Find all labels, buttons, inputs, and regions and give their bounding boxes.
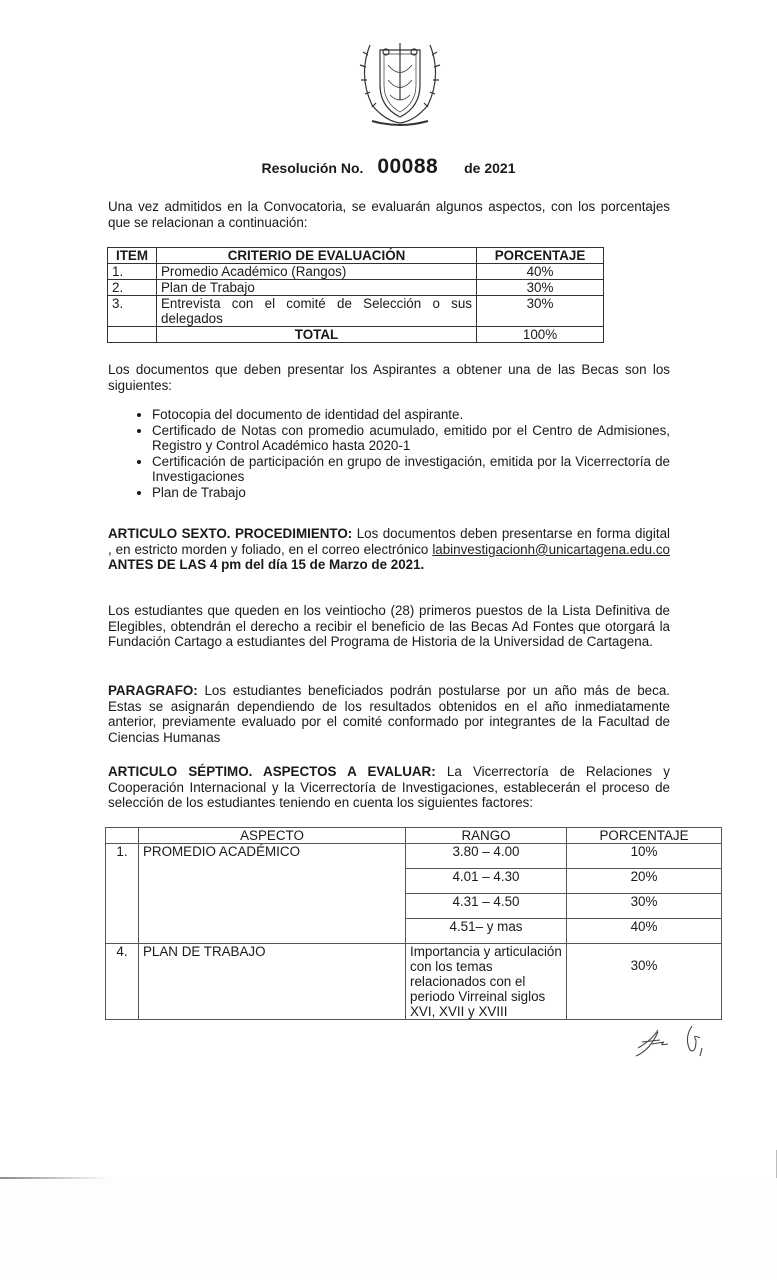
beneficiaries-paragraph: Los estudiantes que queden en los veintiocho (28) primeros puestos de la Lista Definitiva de Elegibles, obtendrán el derecho a recibir el beneficio de las Becas Ad Fontes que otorgará la Fundación Cartago a estudiantes del Programa de Historia de la Universidad de Cartagena. [108, 603, 670, 650]
header-rango: RANGO [406, 828, 567, 844]
list-item: • Certificado de Notas con promedio acumulado, emitido por el Centro de Admisiones, Registro y Control Académico hasta 2020-1 [152, 423, 670, 454]
total-label: TOTAL [157, 327, 477, 343]
header-criterio: CRITERIO DE EVALUACIÓN [157, 248, 477, 264]
documents-intro: Los documentos que deben presentar los Aspirantes a obtener una de las Becas son los siguientes: [108, 362, 670, 393]
header-blank [106, 828, 139, 844]
articulo-septimo-text: La Vicerrectoría de Relaciones y Cooperación Internacional y la Vicerrectoría de Investigaciones, establecerán el proceso de selección de los estudiantes teniendo en cuenta los siguientes factores: [108, 764, 670, 811]
row-aspecto: PLAN DE TRABAJO [139, 944, 406, 1020]
row-rango: 4.31 – 4.50 [406, 894, 567, 919]
row-porcentaje: 40% [477, 264, 604, 280]
header-porcentaje: PORCENTAJE [567, 828, 722, 844]
row-porcentaje: 20% [567, 869, 722, 894]
articulo-septimo-heading: ARTICULO SÉPTIMO. ASPECTOS A EVALUAR: [108, 764, 436, 780]
deadline-text: ANTES DE LAS 4 pm del día 15 de Marzo de 2021. [108, 557, 425, 573]
articulo-sexto [108, 526, 670, 573]
articulo-sexto-heading: ARTICULO SEXTO. PROCEDIMIENTO: [108, 526, 353, 542]
row-item: 2. [108, 280, 157, 296]
row-criterio: Promedio Académico (Rangos) [157, 264, 477, 280]
handwritten-initials-icon [630, 1020, 715, 1060]
row-criterio: Plan de Trabajo [157, 280, 477, 296]
row-item: 1. [108, 264, 157, 280]
aspects-table [105, 827, 722, 1020]
paragrafo-text: Los estudiantes beneficiados podrán postularse por un año más de beca. Estas se asignarán dependiendo de los resultados obtenidos en el año inmediatamente anterior, previamente evaluado por el comité conformado por integrantes de la Facultad de Ciencias Humanas [108, 683, 670, 745]
articulo-sexto-text: Los documentos deben presentarse en forma digital , en estricto morden y foliado, en el correo electrónico [108, 526, 670, 557]
page-edge [0, 1177, 110, 1179]
row-porcentaje: 30% [477, 280, 604, 296]
row-aspecto: PROMEDIO ACADÉMICO [139, 844, 406, 944]
paragrafo-heading: PARAGRAFO: [108, 683, 198, 699]
header-porcentaje: PORCENTAJE [477, 248, 604, 264]
resolution-label: Resolución No. [261, 160, 364, 176]
list-item: • Certificación de participación en grupo de investigación, emitida por la Vicerrectoría de Investigaciones [152, 454, 670, 485]
table-row [108, 264, 604, 280]
row-porcentaje: 30% [567, 944, 722, 1020]
university-crest-icon [350, 25, 450, 135]
paragrafo [108, 683, 670, 745]
row-item: 3. [108, 296, 157, 327]
resolution-number: 00088 [377, 155, 439, 178]
row-rango: Importancia y articulación con los temas relacionados con el periodo Virreinal siglos XVI, XVII y XVIII [406, 944, 567, 1020]
documents-list [108, 407, 670, 500]
table-header-row [108, 248, 604, 264]
email-link[interactable]: labinvestigacionh@unicartagena.edu.co [432, 541, 670, 557]
table-total-row [108, 327, 604, 343]
row-porcentaje: 40% [567, 919, 722, 944]
row-rango: 3.80 – 4.00 [406, 844, 567, 869]
table-row [108, 280, 604, 296]
row-item: 4. [106, 944, 139, 1020]
row-porcentaje: 30% [477, 296, 604, 327]
header-aspecto: ASPECTO [139, 828, 406, 844]
articulo-septimo [108, 764, 670, 811]
intro-paragraph: Una vez admitidos en la Convocatoria, se evaluarán algunos aspectos, con los porcentajes que se relacionan a continuación: [108, 199, 670, 230]
table-header-row [106, 828, 722, 844]
table-row [106, 944, 722, 1020]
evaluation-criteria-table [107, 247, 604, 343]
resolution-year: de 2021 [464, 160, 516, 176]
row-rango: 4.51– y mas [406, 919, 567, 944]
row-item: 1. [106, 844, 139, 944]
row-rango: 4.01 – 4.30 [406, 869, 567, 894]
table-row [106, 844, 722, 869]
header-item: ITEM [108, 248, 157, 264]
row-criterio: Entrevista con el comité de Selección o sus delegados [157, 296, 477, 327]
total-value: 100% [477, 327, 604, 343]
resolution-title [0, 155, 777, 179]
row-porcentaje: 30% [567, 894, 722, 919]
table-row [108, 296, 604, 327]
list-item: • Fotocopia del documento de identidad del aspirante. [152, 407, 670, 423]
row-porcentaje: 10% [567, 844, 722, 869]
list-item: • Plan de Trabajo [152, 485, 670, 501]
